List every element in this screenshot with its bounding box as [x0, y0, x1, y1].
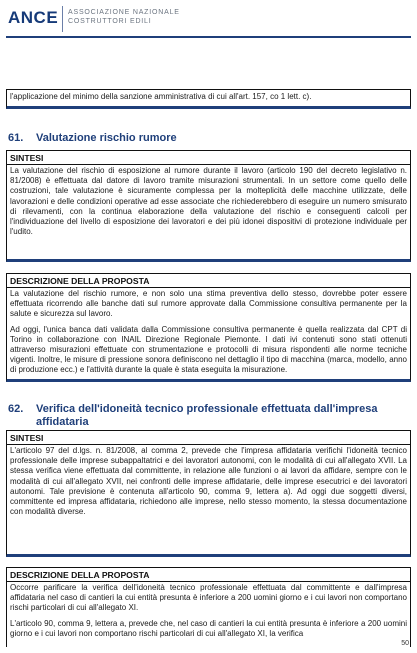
- section-61-sintesi-paragraph: La valutazione del rischio di esposizione al rumore durante il lavoro (articolo 190 del decreto legislativo n. 81/2008) è effettuata dal datore di lavoro tramite misurazioni strumentali. In un settore come quello delle costruzioni, tale valutazione è sicuramente complessa per la molteplicità delle macchine utilizzate, delle lavorazioni e delle condizioni operative ad esse associate che richiederebbero di eseguire un numero smisurato di rilevamenti, con la continua elaborazione della valutazione del rischio e conseguenti calcoli per l'individuazione del livello di esposizione dei lavoratori e dei più idonei dispositivi di protezione individuale per l'udito.: [10, 166, 407, 237]
- ance-logo: ANCE: [8, 8, 59, 27]
- section-61-proposta-paragraph-2: Ad oggi, l'unica banca dati validata dalla Commissione consultiva permanente è quella realizzata dal CPT di Torino in collaborazione con INAIL Direzione Regionale Piemonte. I dati ivi contenuti sono stati ottenuti attraverso misurazioni effettuate con strumentazione e protocolli di misura rispondenti alle norme tecniche vigenti. Inoltre, le misure di pressione sonora definiscono nel dettaglio il tipo di macchina (marca, modello, anno di produzione ecc.) e l'attività durante la quale è stata eseguita la misurazione.: [10, 324, 407, 375]
- continuation-box: [6, 89, 411, 109]
- section-62-proposta-paragraph-1: Occorre parificare la verifica dell'idoneità tecnico professionale effettuata dal committente e dall'impresa affidataria nel caso di cantieri la cui entità presunta è inferiore a 200 uomini giorno e i cui lavori non comportano rischi particolari di cui all'allegato XI.: [10, 583, 407, 613]
- section-61-proposta-paragraph-1: La valutazione del rischio rumore, e non solo una stima preventiva dello stesso, dovrebbe poter essere effettuata ricorrendo alle banche dati sul rumore approvate dalla Commissione consultiva permanente per la salute e sicurezza sul lavoro.: [10, 289, 407, 319]
- section-61-sintesi-body: [7, 165, 410, 239]
- section-62-sintesi-body: [7, 445, 410, 519]
- section-61-proposta-heading: DESCRIZIONE DELLA PROPOSTA: [7, 274, 410, 288]
- section-62-proposta-box: [6, 567, 411, 647]
- association-name: [68, 8, 180, 26]
- section-62-proposta-body: [7, 582, 410, 641]
- section-61-sintesi-box: [6, 150, 411, 262]
- section-62-sintesi-heading: SINTESI: [7, 431, 410, 445]
- section-61-number: 61.: [8, 132, 24, 144]
- association-line-1: ASSOCIAZIONE NAZIONALE: [68, 9, 180, 16]
- section-61-proposta-box: [6, 273, 411, 382]
- page-header: [6, 4, 411, 34]
- section-62-title: [8, 403, 408, 429]
- section-62-number: 62.: [8, 403, 24, 415]
- section-61-sintesi-heading: SINTESI: [7, 151, 410, 165]
- section-62-sintesi-box: [6, 430, 411, 557]
- page-number: 50: [401, 640, 409, 647]
- section-62-proposta-paragraph-2: L'articolo 90, comma 9, lettera a, prevede che, nel caso di cantieri la cui entità presunta è inferiore a 200 uomini giorno e i cui lavori non comportano rischi particolari di cui all'allegato XI, la verifica: [10, 618, 407, 638]
- section-61-title: [8, 132, 408, 145]
- association-line-2: COSTRUTTORI EDILI: [68, 18, 152, 25]
- section-61-proposta-body: [7, 288, 410, 378]
- continuation-text: l'applicazione del minimo della sanzione amministrativa di cui all'art. 157, co 1 lett. c).: [10, 92, 312, 101]
- section-62-sintesi-paragraph: L'articolo 97 del d.lgs. n. 81/2008, al comma 2, prevede che l'impresa affidataria verifichi l'idoneità tecnico professionale delle imprese subappaltatrici e dei lavoratori autonomi, con le modalità di cui all'allegato XVII. La stessa verifica viene effettuata dal committente, in relazione alle funzioni o ai lavori da affidare, sempre con le modalità di cui all'allegato XVII, nei confronti delle imprese affidatarie, delle imprese esecutrici e dei lavoratori autonomi. Tale previsione è contenuta all'articolo 90, comma 9, lettera a). Ad oggi due soggetti diversi, committente ed impresa affidataria, richiedono alle imprese, nello stesso momento, la stessa documentazione con modalità diverse.: [10, 446, 407, 517]
- header-rule: [6, 36, 411, 38]
- section-62-heading-line-1: Verifica dell'idoneità tecnico professionale effettuata dall'impresa: [36, 403, 378, 415]
- section-61-heading: Valutazione rischio rumore: [36, 132, 177, 144]
- logo-divider: [62, 6, 63, 32]
- section-62-heading-line-2: affidataria: [36, 416, 89, 428]
- section-62-proposta-heading: DESCRIZIONE DELLA PROPOSTA: [7, 568, 410, 582]
